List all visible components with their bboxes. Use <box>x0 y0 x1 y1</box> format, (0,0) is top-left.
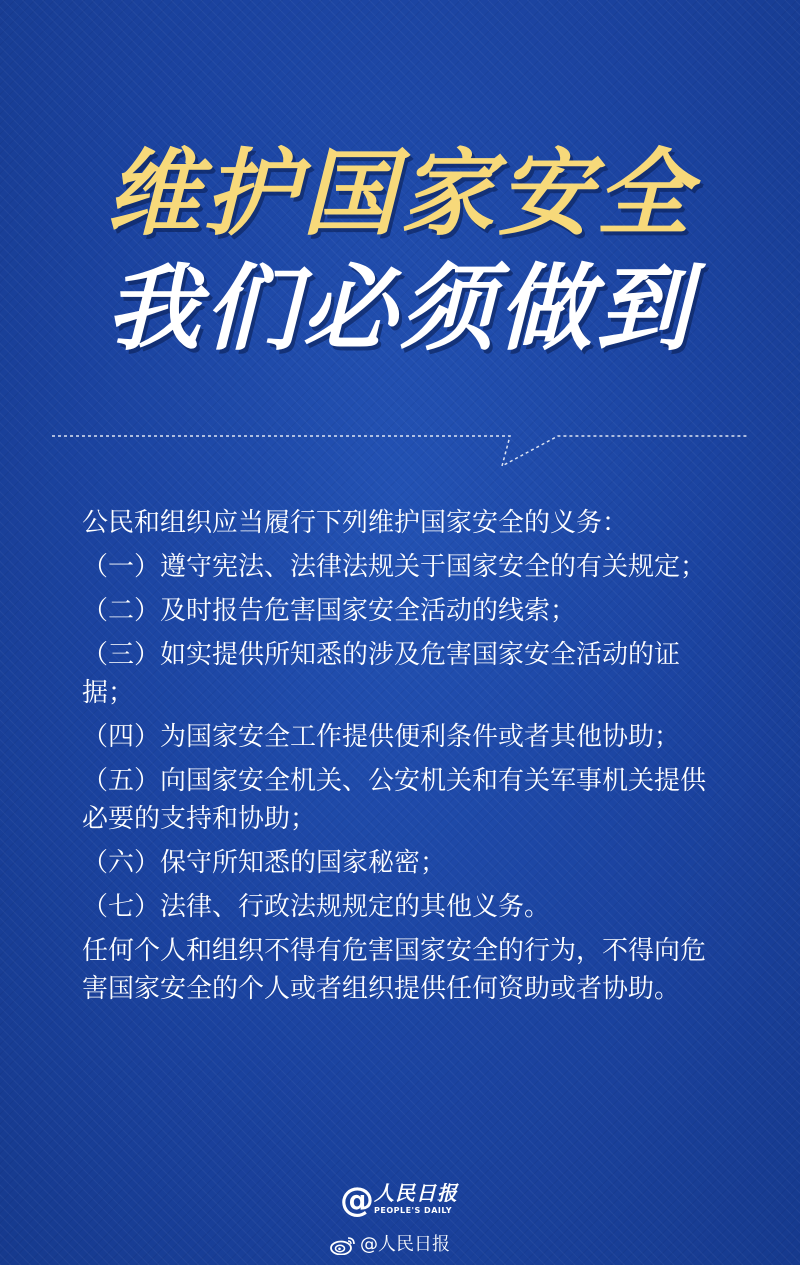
logo-name-en: PEOPLE'S DAILY <box>374 1206 453 1215</box>
dotted-divider <box>50 428 750 473</box>
logo-at-symbol: @ <box>340 1180 374 1220</box>
obligation-item-2: （二）及时报告危害国家安全活动的线索； <box>82 596 577 626</box>
obligation-item-5: （五）向国家安全机关、公安机关和有关军事机关提供必要的支持和协助； <box>82 766 707 834</box>
closing-paragraph: 任何个人和组织不得有危害国家安全的行为，不得向危害国家安全的个人或者组织提供任何资助或者协助。 <box>82 936 707 1004</box>
title-line-1: 维护国家安全 <box>105 140 694 249</box>
obligation-item-3: （三）如实提供所知悉的涉及危害国家安全活动的证据； <box>82 640 681 708</box>
peoples-daily-logo <box>340 1180 470 1222</box>
weibo-watermark <box>330 1230 450 1260</box>
obligations-text <box>82 504 722 1014</box>
weibo-handle: @人民日报 <box>360 1234 450 1255</box>
logo-name-cn: 人民日报 <box>374 1181 458 1205</box>
obligation-item-7: （七）法律、行政法规规定的其他义务。 <box>82 892 551 922</box>
title-line-2: 我们必须做到 <box>105 255 694 364</box>
weibo-icon <box>330 1235 356 1255</box>
obligation-item-1: （一）遵守宪法、法律法规关于国家安全的有关规定； <box>82 552 707 582</box>
intro-paragraph: 公民和组织应当履行下列维护国家安全的义务： <box>82 508 629 538</box>
obligation-item-6: （六）保守所知悉的国家秘密； <box>82 848 447 878</box>
obligation-item-4: （四）为国家安全工作提供便利条件或者其他协助； <box>82 722 681 752</box>
